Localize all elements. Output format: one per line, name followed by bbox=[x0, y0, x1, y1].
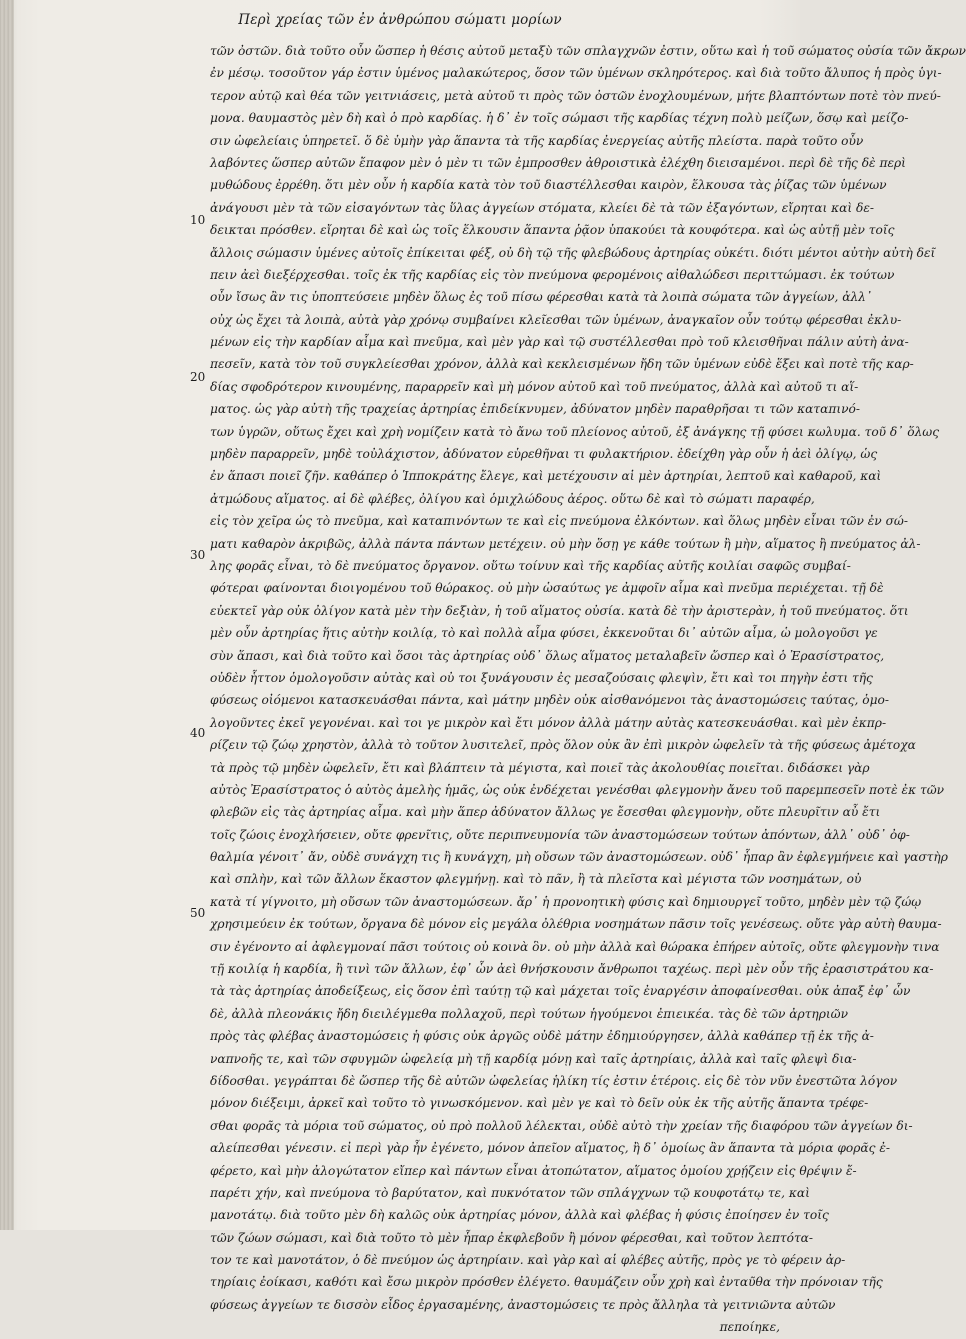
text-line: ρίζειν τῷ ζώῳ χρηστὸν, ἀλλὰ τὸ τοῦτον λυσιτελεῖ, πρὸς ὅλον οὐκ ἂν ἐπὶ μικρὸν ὠφελεῖν τὰ τῆς φύσεως ἀμέτοχα bbox=[210, 738, 916, 753]
text-line: ἄλλοις σώμασιν ὑμένες αὐτοῖς ἐπίκειται φέξ, οὐ δὴ τῷ τῆς φλεβώδους ἀρτηρίας οὐκέτι. διότι μέντοι αὐτὴν αὐτὴ δεῖ bbox=[210, 245, 936, 260]
text-line: μανοτάτῳ. διὰ τοῦτο μὲν δὴ καλῶς οὐκ ἀρτηρίας μόνον, ἀλλὰ καὶ φλέβας ἡ φύσις ἐποίησεν ἐν τοῖς bbox=[210, 1208, 829, 1223]
text-line: εὐεκτεῖ γὰρ οὐκ ὀλίγον κατὰ μὲν τὴν δεξιὰν, ἡ τοῦ αἵματος οὐσία. κατὰ δὲ τὴν ἀριστερὰν, ἡ τοῦ πνεύματος. ὅτι bbox=[210, 603, 909, 618]
text-line: μένων εἰς τὴν καρδίαν αἷμα καὶ πνεῦμα, καὶ μὲν γὰρ καὶ τῷ συστέλλεσθαι πρὸ τοῦ κλεισθῆναι πάλιν αὐτὴ ἀνα- bbox=[210, 335, 909, 350]
text-line: πεσεῖν, κατὰ τὸν τοῦ συγκλείεσθαι χρόνον, ἀλλὰ καὶ κεκλεισμένων ἤδη τῶν ὑμένων εὐδὲ ἕξει καὶ ποτὲ τῆς καρ- bbox=[210, 357, 914, 372]
text-line: λης φορᾶς εἶναι, τὸ δὲ πνεύματος ὄργανον. οὕτω τοίνυν καὶ τῆς καρδίας αὐτῆς κοιλίαι σαφῶς συμβαί- bbox=[210, 558, 851, 573]
text-line: των ὑγρῶν, οὕτως ἔχει καὶ χρὴ νομίζειν κατὰ τὸ ἄνω τοῦ πλείονος αὐτοῦ, ἐξ ἀνάγκης τῇ φύσει κωλυμα. τοῦ δ᾽ ὅλως bbox=[210, 424, 940, 439]
text-line: δεικται πρόσθεν. εἴρηται δὲ καὶ ὡς τοῖς ἕλκουσιν ἅπαντα ῥᾷον ὑπακούει τὰ κουφότερα. καὶ ὡς αὐτῇ μὲν τοῖς bbox=[210, 223, 895, 238]
text-line: τηρίαις ἐοίκασι, καθότι καὶ ἔσω μικρὸν πρόσθεν ἐλέγετο. θαυμάζειν οὖν χρὴ καὶ ἐνταῦθα τὴν πρόνοιαν τῆς bbox=[210, 1275, 883, 1290]
line-number: 40 bbox=[190, 726, 206, 740]
text-line: πρὸς τὰς φλέβας ἀναστομώσεις ἡ φύσις οὐκ ἀργῶς οὐδὲ μάτην ἐδημιούργησεν, ἀλλὰ καθάπερ τῇ ἐκ τῆς ἀ- bbox=[210, 1029, 874, 1044]
text-line: μόνον διέξειμι, ἀρκεῖ καὶ τοῦτο τὸ γινωσκόμενον. καὶ μὲν γε καὶ τὸ δεῖν οὐκ ἐκ τῆς αὐτῆς ἅπαντα τρέφε- bbox=[210, 1096, 869, 1111]
text-line: ἐν ἅπασι ποιεῖ ζῆν. καθάπερ ὁ Ἱπποκράτης ἔλεγε, καὶ μετέχουσιν αἱ μὲν ἀρτηρίαι, λεπτοῦ καὶ καθαροῦ, καὶ bbox=[210, 469, 882, 484]
text-line: σιν ἐγένοντο αἱ ἀφλεγμοναί πᾶσι τούτοις οὐ κοινὰ ὃν. οὐ μὴν ἀλλὰ καὶ θώρακα ἐπήρεν αὐτοῖς, οὔτε φλεγμονὴν τινα bbox=[210, 939, 940, 954]
text-line: οὐχ ὡς ἔχει τὰ λοιπὰ, αὐτὰ γὰρ χρόνῳ συμβαίνει κλεῖεσθαι τῶν ὑμένων, ἀναγκαῖον οὖν τούτῳ φέρεσθαι ἐκλυ- bbox=[210, 312, 902, 327]
text-line: δίδοσθαι. γεγράπται δὲ ὥσπερ τῆς δὲ αὐτῶν ὠφελείας ἡλίκη τίς ἐστιν ἑτέροις. εἰς δὲ τὸν νῦν ἐνεστῶτα λόγον bbox=[210, 1073, 898, 1088]
text-line: κατὰ τί γίγνοιτο, μὴ οὔσων τῶν ἀναστομώσεων. ἄρ᾽ ἡ προνοητικὴ φύσις καὶ δημιουργεῖ τοῦτο, μηδὲν μὲν τῷ ζώῳ bbox=[210, 894, 922, 909]
text-line: φέρετο, καὶ μὴν ἀλογώτατον εἴπερ καὶ πάντων εἶναι ἀτοπώτατον, αἵματος ὁμοίου χρῄζειν εἰς θρέψιν ἔ- bbox=[210, 1163, 857, 1178]
text-line: λογοῦντες ἐκεῖ γεγονέναι. καὶ τοι γε μικρὸν καὶ ἔτι μόνον ἀλλὰ μάτην αὐτὰς κατεσκευάσθαι. καὶ μὲν ἐκπρ- bbox=[210, 715, 887, 730]
text-line: αὐτὸς Ἐρασίστρατος ὁ αὐτὸς ἀμελὴς ἡμᾶς, ὡς οὐκ ἐνδέχεται γενέσθαι φλεγμονὴν ἄνευ τοῦ παρεμπεσεῖν ποτὲ ἐκ τῶν bbox=[210, 782, 945, 797]
text-line: τῶν ζώων σώμασι, καὶ διὰ τοῦτο τὸ μὲν ἧπαρ ἐκφλεβοῦν ἢ μόνον φέρεσθαι, καὶ τοῦτον λεπτότα- bbox=[210, 1230, 814, 1245]
text-line: δίας σφοδρότερον κινουμένης, παραρρεῖν καὶ μὴ μόνον αὐτοῦ καὶ τοῦ πνεύματος, ἀλλὰ καὶ αὐτοῦ τι αἵ- bbox=[210, 379, 859, 394]
text-line: καὶ σπλὴν, καὶ τῶν ἄλλων ἕκαστον φλεγμήνῃ. καὶ τὸ πᾶν, ἢ τὰ πλεῖστα καὶ μέγιστα τῶν νοσημάτων, οὐ bbox=[210, 872, 862, 887]
text-line: σὺν ἅπασι, καὶ διὰ τοῦτο καὶ ὅσοι τὰς ἀρτηρίας οὐδ᾽ ὅλως αἵματος μεταλαβεῖν ὥσπερ καὶ ὁ Ἐρασίστρατος, bbox=[210, 648, 885, 663]
text-line: ναπνοῆς τε, καὶ τῶν σφυγμῶν ὠφελείᾳ μὴ τῇ καρδίᾳ μόνῃ καὶ ταῖς ἀρτηρίαις, ἀλλὰ καὶ ταῖς φλεψὶ δια- bbox=[210, 1051, 857, 1066]
page-gutter bbox=[0, 0, 14, 1230]
text-line: μηδὲν παραρρεῖν, μηδὲ τοὐλάχιστον, ἀδύνατον εὑρεθῆναι τι φυλακτήριον. ἐδείχθη γὰρ οὖν ἡ ἀεὶ ὀλίγῳ, ὡς bbox=[210, 447, 878, 462]
text-line: οὐδὲν ἧττον ὁμολογοῦσιν αὐτὰς καὶ οὐ τοι ξυνάγουσιν ἐς μεσαζούσαις φλεψὶν, ἔτι καὶ τοι πηγὴν ἐστι τῆς bbox=[210, 670, 873, 685]
text-line: ματι καθαρὸν ἀκριβῶς, ἀλλὰ πάντα πάντων μετέχειν. οὐ μὴν ὅσῃ γε κάθε τούτων ἢ μὴν, αἵματος ἢ πνεύματος ἀλ- bbox=[210, 536, 921, 551]
text-line: ἀτμώδους αἵματος. αἱ δὲ φλέβες, ὀλίγου καὶ ὁμιχλώδους ἀέρος. οὕτω δὲ καὶ τὸ σώματι παραφέρ, bbox=[210, 491, 815, 506]
text-line: πεποίηκε, bbox=[719, 1320, 780, 1335]
text-line: ματος. ὡς γὰρ αὐτὴ τῆς τραχείας ἀρτηρίας ἐπιδείκνυμεν, ἀδύνατον μηδὲν παραθρῆσαι τι τῶν καταπινό- bbox=[210, 402, 861, 417]
text-line: τερον αὐτῷ καὶ θέα τῶν γειτνιάσεις, μετὰ αὐτοῦ τι πρὸς τῶν ὀστῶν ἐνοχλουμένων, μήτε βλαπτόντων ποτὲ τὸν πνεύ- bbox=[210, 88, 941, 103]
text-line: θαλμία γένοιτ᾽ ἄν, οὐδὲ συνάγχη τις ἢ κυνάγχη, μὴ οὔσων τῶν ἀναστομώσεων. οὐδ᾽ ἧπαρ ἂν ἐφλεγμήνειε καὶ γαστὴρ bbox=[210, 850, 948, 865]
line-number: 50 bbox=[190, 906, 206, 920]
text-line: ἐν μέσῳ. τοσοῦτον γάρ ἐστιν ὑμένος μαλακώτερος, ὅσον τῶν ὑμένων σκληρότερος. καὶ διὰ τοῦτο ἄλυπος ἡ πρὸς ὑγι- bbox=[210, 66, 942, 81]
text-line: παρέτι χήν, καὶ πνεύμονα τὸ βαρύτατον, καὶ πυκνότατον τῶν σπλάγχνων τῷ κουφοτάτῳ τε, καὶ bbox=[210, 1185, 810, 1200]
text-line: τῶν ὀστῶν. διὰ τοῦτο οὖν ὥσπερ ἡ θέσις αὐτοῦ μεταξὺ τῶν σπλαγχνῶν ἐστιν, οὕτω καὶ ἡ τοῦ σώματος οὐσία τῶν ἄκρων bbox=[210, 44, 966, 58]
line-number: 30 bbox=[190, 548, 206, 562]
text-line: τὰ τὰς ἀρτηρίας ἀποδείξεως, εἰς ὅσον ἐπὶ ταύτῃ τῷ καὶ μάχεται τοῖς ἐναργέσιν ἀποφαίνεσθαι. οὐκ ἀπαξ ἐφ᾽ ὧν bbox=[210, 984, 911, 999]
line-number: 10 bbox=[190, 213, 206, 227]
text-line: τον τε καὶ μανοτάτον, ὁ δὲ πνεύμον ὡς ἀρτηρίαιν. καὶ γὰρ καὶ αἱ φλέβες αὐτῆς, πρὸς γε τὸ φέρειν ἀρ- bbox=[210, 1253, 846, 1268]
text-line: μυθώδους ἐρρέθη. ὅτι μὲν οὖν ἡ καρδία κατὰ τὸν τοῦ διαστέλλεσθαι καιρὸν, ἕλκουσα τὰς ῥίζας τῶν ὑμένων bbox=[210, 178, 887, 193]
text-line: δὲ, ἀλλὰ πλεονάκις ἤδη διειλέγμεθα πολλαχοῦ, περὶ τούτων ἡγούμενοι ἐπιεικέα. τὰς δὲ τῶν ἀρτηριῶν bbox=[210, 1006, 849, 1021]
text-line: χρησιμεύειν ἐκ τούτων, ὄργανα δὲ μόνον εἰς μεγάλα ὀλέθρια νοσημάτων πᾶσιν τοῖς γενέσεως. οὔτε γὰρ αὐτὴ θαυμα- bbox=[210, 917, 942, 932]
text-line: μονα. θαυμαστὸς μὲν δὴ καὶ ὁ πρὸ καρδίας. ἡ δ᾽ ἐν τοῖς σώμασι τῆς καρδίας τέχνη πολὺ μείζων, ὅσῳ καὶ μείζο- bbox=[210, 111, 909, 126]
text-line: λαβόντες ὥσπερ αὐτῶν ἔπαφον μὲν ὁ μὲν τι τῶν ἐμπροσθεν ἀθροιστικὰ ἐλέχθη διεισαμένοι. περὶ δὲ τῆς δὲ περὶ bbox=[210, 155, 906, 170]
running-header: Περὶ χρείας τῶν ἐν ἀνθρώπου σώματι μορίων bbox=[238, 12, 562, 28]
text-line: φότεραι φαίνονται διοιγομένου τοῦ θώρακος. οὐ μὴν ὡσαύτως γε ἀμφοῖν αἷμα καὶ πνεῦμα περιέχεται. τῇ δὲ bbox=[210, 581, 884, 596]
text-line: τὰ πρὸς τῷ μηδὲν ὠφελεῖν, ἔτι καὶ βλάπτειν τὰ μέγιστα, καὶ ποιεῖ τὰς ἀκολουθίας ποιεῖται. διδάσκει γὰρ bbox=[210, 760, 870, 775]
text-line: ἀνάγουσι μὲν τὰ τῶν εἰσαγόντων τὰς ὕλας ἀγγείων στόματα, κλείει δὲ τὰ τῶν ἐξαγόντων, εἴρηται καὶ δε- bbox=[210, 200, 875, 215]
text-line: σιν ὠφελείαις ὑπηρετεῖ. ὅ δὲ ὑμὴν γὰρ ἅπαντα τὰ τῆς καρδίας ἐνεργείας αὐτῆς πλείστα. παρὰ τοῦτο οὖν bbox=[210, 133, 864, 148]
body-text bbox=[210, 40, 966, 1335]
text-line: αλείπεσθαι γένεσιν. εἰ περὶ γὰρ ἦν ἐγένετο, μόνον ἀπεῖον αἵματος, ἢ δ᾽ ὁμοίως ἂν ἅπαντα τὰ μόρια φορᾶς ἐ- bbox=[210, 1141, 891, 1156]
text-line: εἰς τὸν χεῖρα ὡς τὸ πνεῦμα, καὶ καταπινόντων τε καὶ εἰς πνεύμονα ἐλκόντων. καὶ ὅλως μηδὲν εἶναι τῶν ἐν σώ- bbox=[210, 514, 908, 529]
text-line: φύσεως οἰόμενοι κατασκευάσθαι πάντα, καὶ μάτην μηδὲν οὐκ αἰσθανόμενοι τὰς ἀναστομώσεις ταύτας, ὁμο- bbox=[210, 693, 889, 708]
line-number: 20 bbox=[190, 370, 206, 384]
text-line: φύσεως ἀγγείων τε δισσὸν εἶδος ἐργασαμένης, ἀναστομώσεις τε πρὸς ἄλληλα τὰ γειτνιῶντα αὐτῶν bbox=[210, 1297, 836, 1312]
text-line: οὖν ἴσως ἂν τις ὑποπτεύσειε μηδὲν ὅλως ἐς τοῦ πίσω φέρεσθαι κατὰ τὰ λοιπὰ σώματα τῶν ἀγγείων, ἀλλ᾽ bbox=[210, 290, 873, 305]
text-line: τοῖς ζώοις ἐνοχλήσειεν, οὔτε φρενῖτις, οὔτε περιπνευμονία τῶν ἀναστομώσεων τούτων ἀπόντων, ἀλλ᾽ οὐδ᾽ ὀφ- bbox=[210, 827, 910, 842]
text-line: σθαι φορᾶς τὰ μόρια τοῦ σώματος, οὐ πρὸ πολλοῦ λέλεκται, οὐδὲ αὐτὸ τὴν χρείαν τῆς διαφόρου τῶν ἀγγείων δι- bbox=[210, 1118, 913, 1133]
text-line: μὲν οὖν ἀρτηρίας ἥτις αὐτὴν κοιλίᾳ, τὸ καὶ πολλὰ αἷμα φύσει, ἐκκενοῦται δι᾽ αὐτῶν αἷμα, ὡ μολογοῦσι γε bbox=[210, 626, 878, 641]
text-line: πειν ἀεὶ διεξέρχεσθαι. τοῖς ἐκ τῆς καρδίας εἰς τὸν πνεύμονα φερομένοις αἰθαλώδεσι περιττώμασι. ἐκ τούτων bbox=[210, 267, 895, 282]
text-line: φλεβῶν εἰς τὰς ἀρτηρίας αἷμα. καὶ μὴν ἅπερ ἀδύνατον ἄλλως γε ἔσεσθαι φλεγμονὴν, οὔτε πλευρῖτιν αὖ ἔτι bbox=[210, 805, 881, 820]
text-line: τῇ κοιλίᾳ ἡ καρδία, ἢ τινὶ τῶν ἄλλων, ἐφ᾽ ὧν ἀεὶ θνήσκουσιν ἄνθρωποι ταχέως. περὶ μὲν οὖν τῆς ἐρασιστράτου κα- bbox=[210, 962, 934, 977]
